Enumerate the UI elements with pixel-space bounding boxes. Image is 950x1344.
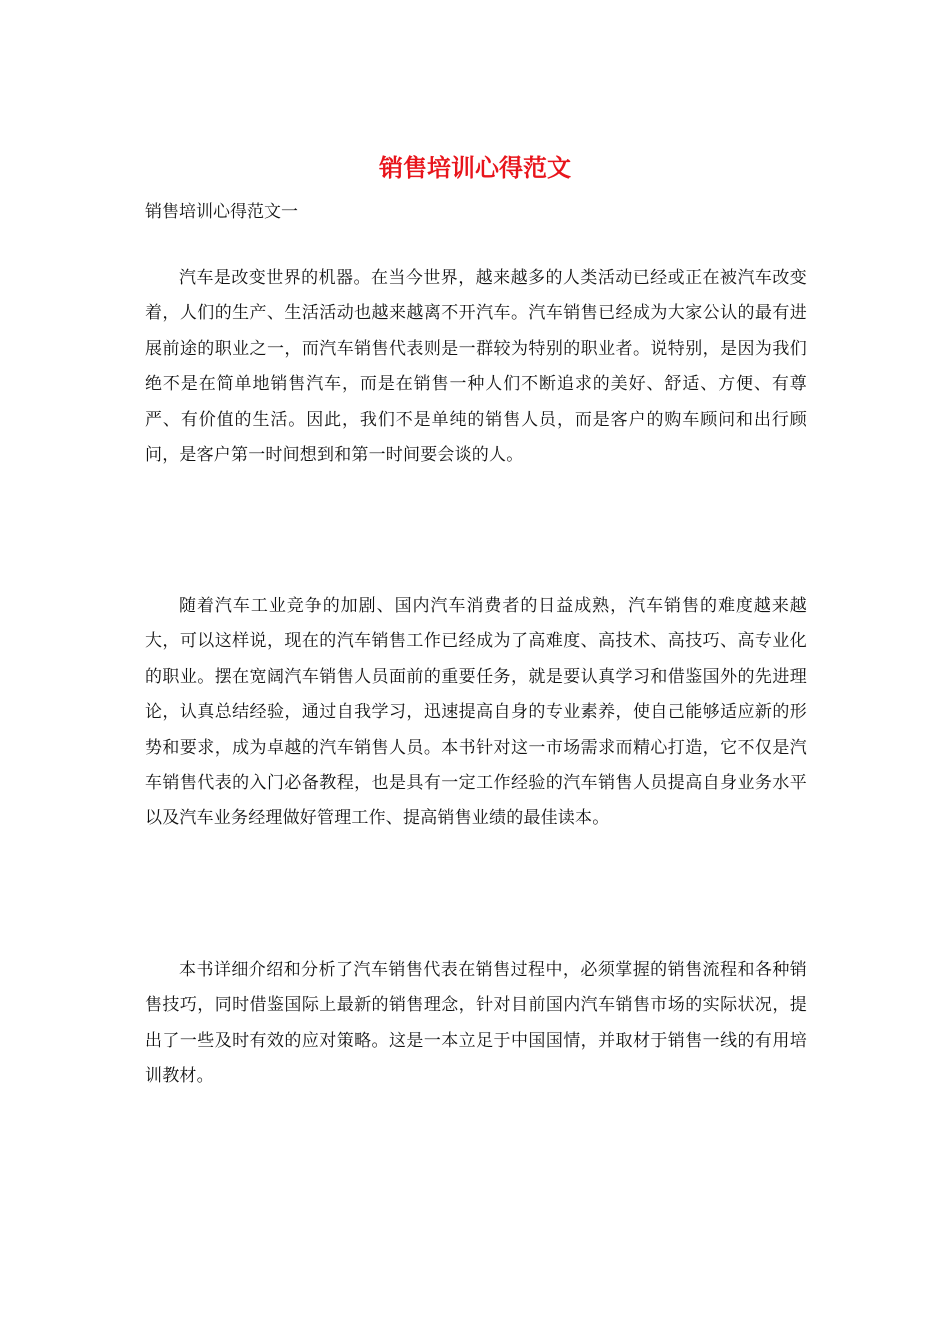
paragraph-2: 随着汽车工业竞争的加剧、国内汽车消费者的日益成熟，汽车销售的难度越来越大，可以这样说，现在的汽车销售工作已经成为了高难度、高技术、高技巧、高专业化的职业。摆在宽阔汽车销售人员面前的重要任务，就是要认真学习和借鉴国外的先进理论，认真总结经验，通过自我学习，迅速提高自身的专业素养，使自己能够适应新的形势和要求，成为卓越的汽车销售人员。本书针对这一市场需求而精心打造，它不仅是汽车销售代表的入门必备教程，也是具有一定工作经验的汽车销售人员提高自身业务水平以及汽车业务经理做好管理工作、提高销售业绩的最佳读本。 bbox=[145, 596, 807, 829]
paragraph-3: 本书详细介绍和分析了汽车销售代表在销售过程中，必须掌握的销售流程和各种销售技巧，同时借鉴国际上最新的销售理念，针对目前国内汽车销售市场的实际状况，提出了一些及时有效的应对策略。这是一本立足于中国国情，并取材于销售一线的有用培训教材。 bbox=[145, 960, 807, 1087]
section-subtitle: 销售培训心得范文一 bbox=[145, 202, 298, 222]
page-title: 销售培训心得范文 bbox=[379, 153, 571, 182]
paragraph-1: 汽车是改变世界的机器。在当今世界，越来越多的人类活动已经或正在被汽车改变着，人们的生产、生活活动也越来越离不开汽车。汽车销售已经成为大家公认的最有进展前途的职业之一，而汽车销售代表则是一群较为特别的职业者。说特别，是因为我们绝不是在简单地销售汽车，而是在销售一种人们不断追求的美好、舒适、方便、有尊严、有价值的生活。因此，我们不是单纯的销售人员，而是客户的购车顾问和出行顾问，是客户第一时间想到和第一时间要会谈的人。 bbox=[145, 268, 807, 466]
